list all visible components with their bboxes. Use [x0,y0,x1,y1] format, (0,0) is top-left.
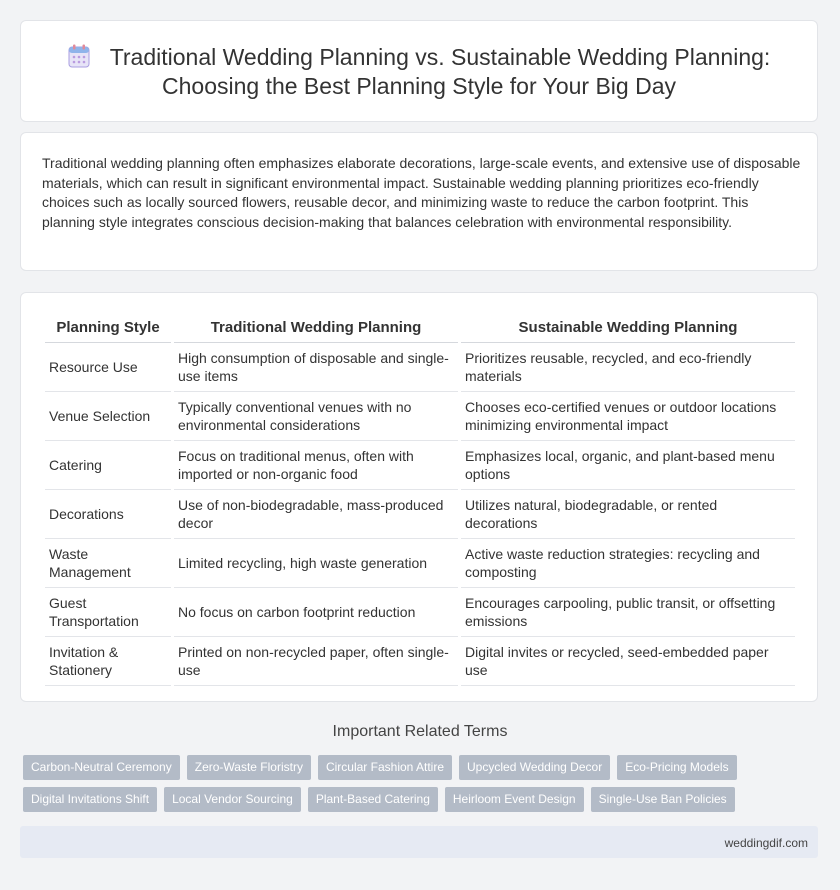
row-label: Venue Selection [45,392,171,441]
page-title [21,43,817,101]
traditional-cell: Use of non-biodegradable, mass-produced decor [174,490,458,539]
table-row [45,343,795,392]
row-label: Catering [45,441,171,490]
related-term-tag[interactable]: Heirloom Event Design [445,787,584,812]
traditional-cell: Printed on non-recycled paper, often single-use [174,637,458,686]
sustainable-cell: Active waste reduction strategies: recycling and composting [461,539,795,588]
related-term-tag[interactable]: Circular Fashion Attire [318,755,452,780]
intro-card [20,132,818,271]
table-row [45,392,795,441]
traditional-cell: Typically conventional venues with no environmental considerations [174,392,458,441]
traditional-cell: Focus on traditional menus, often with imported or non-organic food [174,441,458,490]
site-credit[interactable]: weddingdif.com [724,836,808,850]
footer [20,826,818,858]
row-label: Resource Use [45,343,171,392]
title-line-2: Choosing the Best Planning Style for Your Big Day [162,73,676,99]
related-terms-list [23,755,823,819]
comparison-table-card [20,292,818,702]
table-row [45,588,795,637]
related-term-tag[interactable]: Single-Use Ban Policies [591,787,735,812]
sustainable-cell: Digital invites or recycled, seed-embedded paper use [461,637,795,686]
sustainable-cell: Encourages carpooling, public transit, or offsetting emissions [461,588,795,637]
related-term-tag[interactable]: Upcycled Wedding Decor [459,755,610,780]
comparison-table [42,312,798,686]
related-term-tag[interactable]: Plant-Based Catering [308,787,438,812]
table-header-row [45,312,795,343]
sustainable-cell: Emphasizes local, organic, and plant-based menu options [461,441,795,490]
column-header: Planning Style [45,312,171,343]
row-label: Decorations [45,490,171,539]
related-term-tag[interactable]: Digital Invitations Shift [23,787,157,812]
related-term-tag[interactable]: Local Vendor Sourcing [164,787,301,812]
row-label: Invitation & Stationery [45,637,171,686]
table-row [45,441,795,490]
table-row [45,539,795,588]
sustainable-cell: Utilizes natural, biodegradable, or rented decorations [461,490,795,539]
title-card [20,20,818,122]
sustainable-cell: Chooses eco-certified venues or outdoor locations minimizing environmental impact [461,392,795,441]
table-row [45,490,795,539]
row-label: Waste Management [45,539,171,588]
intro-paragraph: Traditional wedding planning often emphasizes elaborate decorations, large-scale events, and extensive use of disposable materials, which can result in significant environmental impact. Sustainable wedding planning prioritizes eco-friendly choices such as locally sourced flowers, reusable decor, and minimizing waste to reduce the carbon footprint. This planning style integrates conscious decision-making that balances celebration with environmental responsibility. [42,155,801,230]
title-line-1: Traditional Wedding Planning vs. Sustainable Wedding Planning: [109,44,771,70]
traditional-cell: High consumption of disposable and single-use items [174,343,458,392]
related-term-tag[interactable]: Carbon-Neutral Ceremony [23,755,180,780]
row-label: Guest Transportation [45,588,171,637]
column-header: Sustainable Wedding Planning [461,312,795,343]
sustainable-cell: Prioritizes reusable, recycled, and eco-friendly materials [461,343,795,392]
related-terms-heading: Important Related Terms [332,723,508,740]
related-term-tag[interactable]: Eco-Pricing Models [617,755,736,780]
table-row [45,637,795,686]
traditional-cell: No focus on carbon footprint reduction [174,588,458,637]
traditional-cell: Limited recycling, high waste generation [174,539,458,588]
related-term-tag[interactable]: Zero-Waste Floristry [187,755,311,780]
column-header: Traditional Wedding Planning [174,312,458,343]
calendar-icon [68,44,90,68]
